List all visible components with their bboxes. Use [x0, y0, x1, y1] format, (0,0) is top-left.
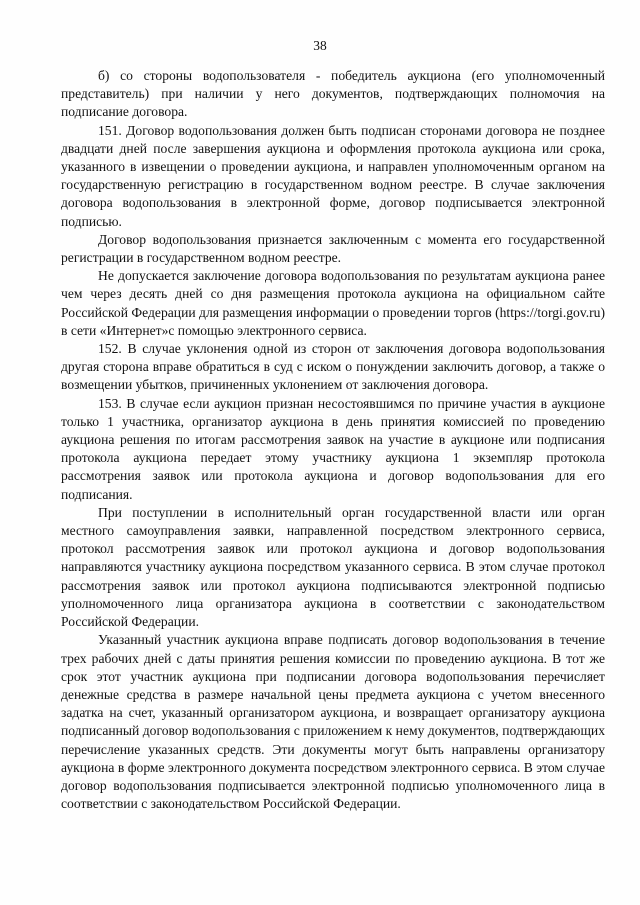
paragraph: При поступлении в исполнительный орган государственной власти или орган местного самоуправления заявки, направленной посредством электронного сервиса, протокол рассмотрения заявок или протокол аукциона и договор водопользования направляются участнику аукциона посредством указанного сервиса. В этом случае протокол рассмотрения заявок или протокол аукциона подписываются электронной подписью уполномоченного лица организатора аукциона в соответствии с законодательством Российской Федерации.: [61, 504, 605, 630]
page-number: 38: [313, 38, 327, 53]
paragraph: Договор водопользования признается заключенным с момента его государственной регистрации в государственном водном реестре.: [61, 231, 605, 266]
paragraph: Не допускается заключение договора водопользования по результатам аукциона ранее чем через десять дней со дня размещения протокола аукциона на официальном сайте Российской Федерации для размещения информации о проведении торгов (https://torgi.gov.ru) в сети «Интернет»с помощью электронного сервиса.: [61, 268, 605, 338]
paragraph: 152. В случае уклонения одной из сторон от заключения договора водопользования другая сторона вправе обратиться в суд с иском о понуждении заключить договор, а также о возмещении убытков, причиненных уклонением от заключения договора.: [61, 341, 605, 393]
paragraph: 153. В случае если аукцион признан несостоявшимся по причине участия в аукционе только 1 участника, организатор аукциона в день принятия комиссией по проведению аукциона решения по итогам рассмотрения заявок на участие в аукционе или подписания протокола аукциона передает этому участнику аукциона 1 экземпляр протокола рассмотрения заявок или протокола аукциона и договор водопользования для его подписания.: [61, 395, 605, 502]
paragraph: 151. Договор водопользования должен быть подписан сторонами договора не позднее двадцати дней после завершения аукциона и оформления протокола аукциона или срока, указанного в извещении о проведении аукциона, и направлен уполномоченным органом на государственную регистрацию в государственном водном реестре. В случае заключения договора водопользования в электронной форме, договор подписывается электронной подписью.: [61, 122, 605, 229]
paragraph: Указанный участник аукциона вправе подписать договор водопользования в течение трех рабочих дней с даты принятия решения комиссии по проведению аукциона. В тот же срок этот участник аукциона при подписании договора водопользования перечисляет денежные средства в размере начальной цены предмета аукциона с учетом внесенного задатка на счет, указанный организатором аукциона, и возвращает организатору аукциона подписанный договор водопользования с приложением к нему документов, подтверждающих перечисление указанных средств. Эти документы могут быть направлены организатору аукциона в форме электронного документа посредством электронного сервиса. В этом случае договор водопользования подписывается электронной подписью уполномоченного лица в соответствии с законодательством Российской Федерации.: [61, 632, 605, 812]
document-body: [61, 67, 605, 813]
paragraph: б) со стороны водопользователя - победитель аукциона (его уполномоченный представитель) при наличии у него документов, подтверждающих полномочия на подписание договора.: [61, 68, 605, 120]
